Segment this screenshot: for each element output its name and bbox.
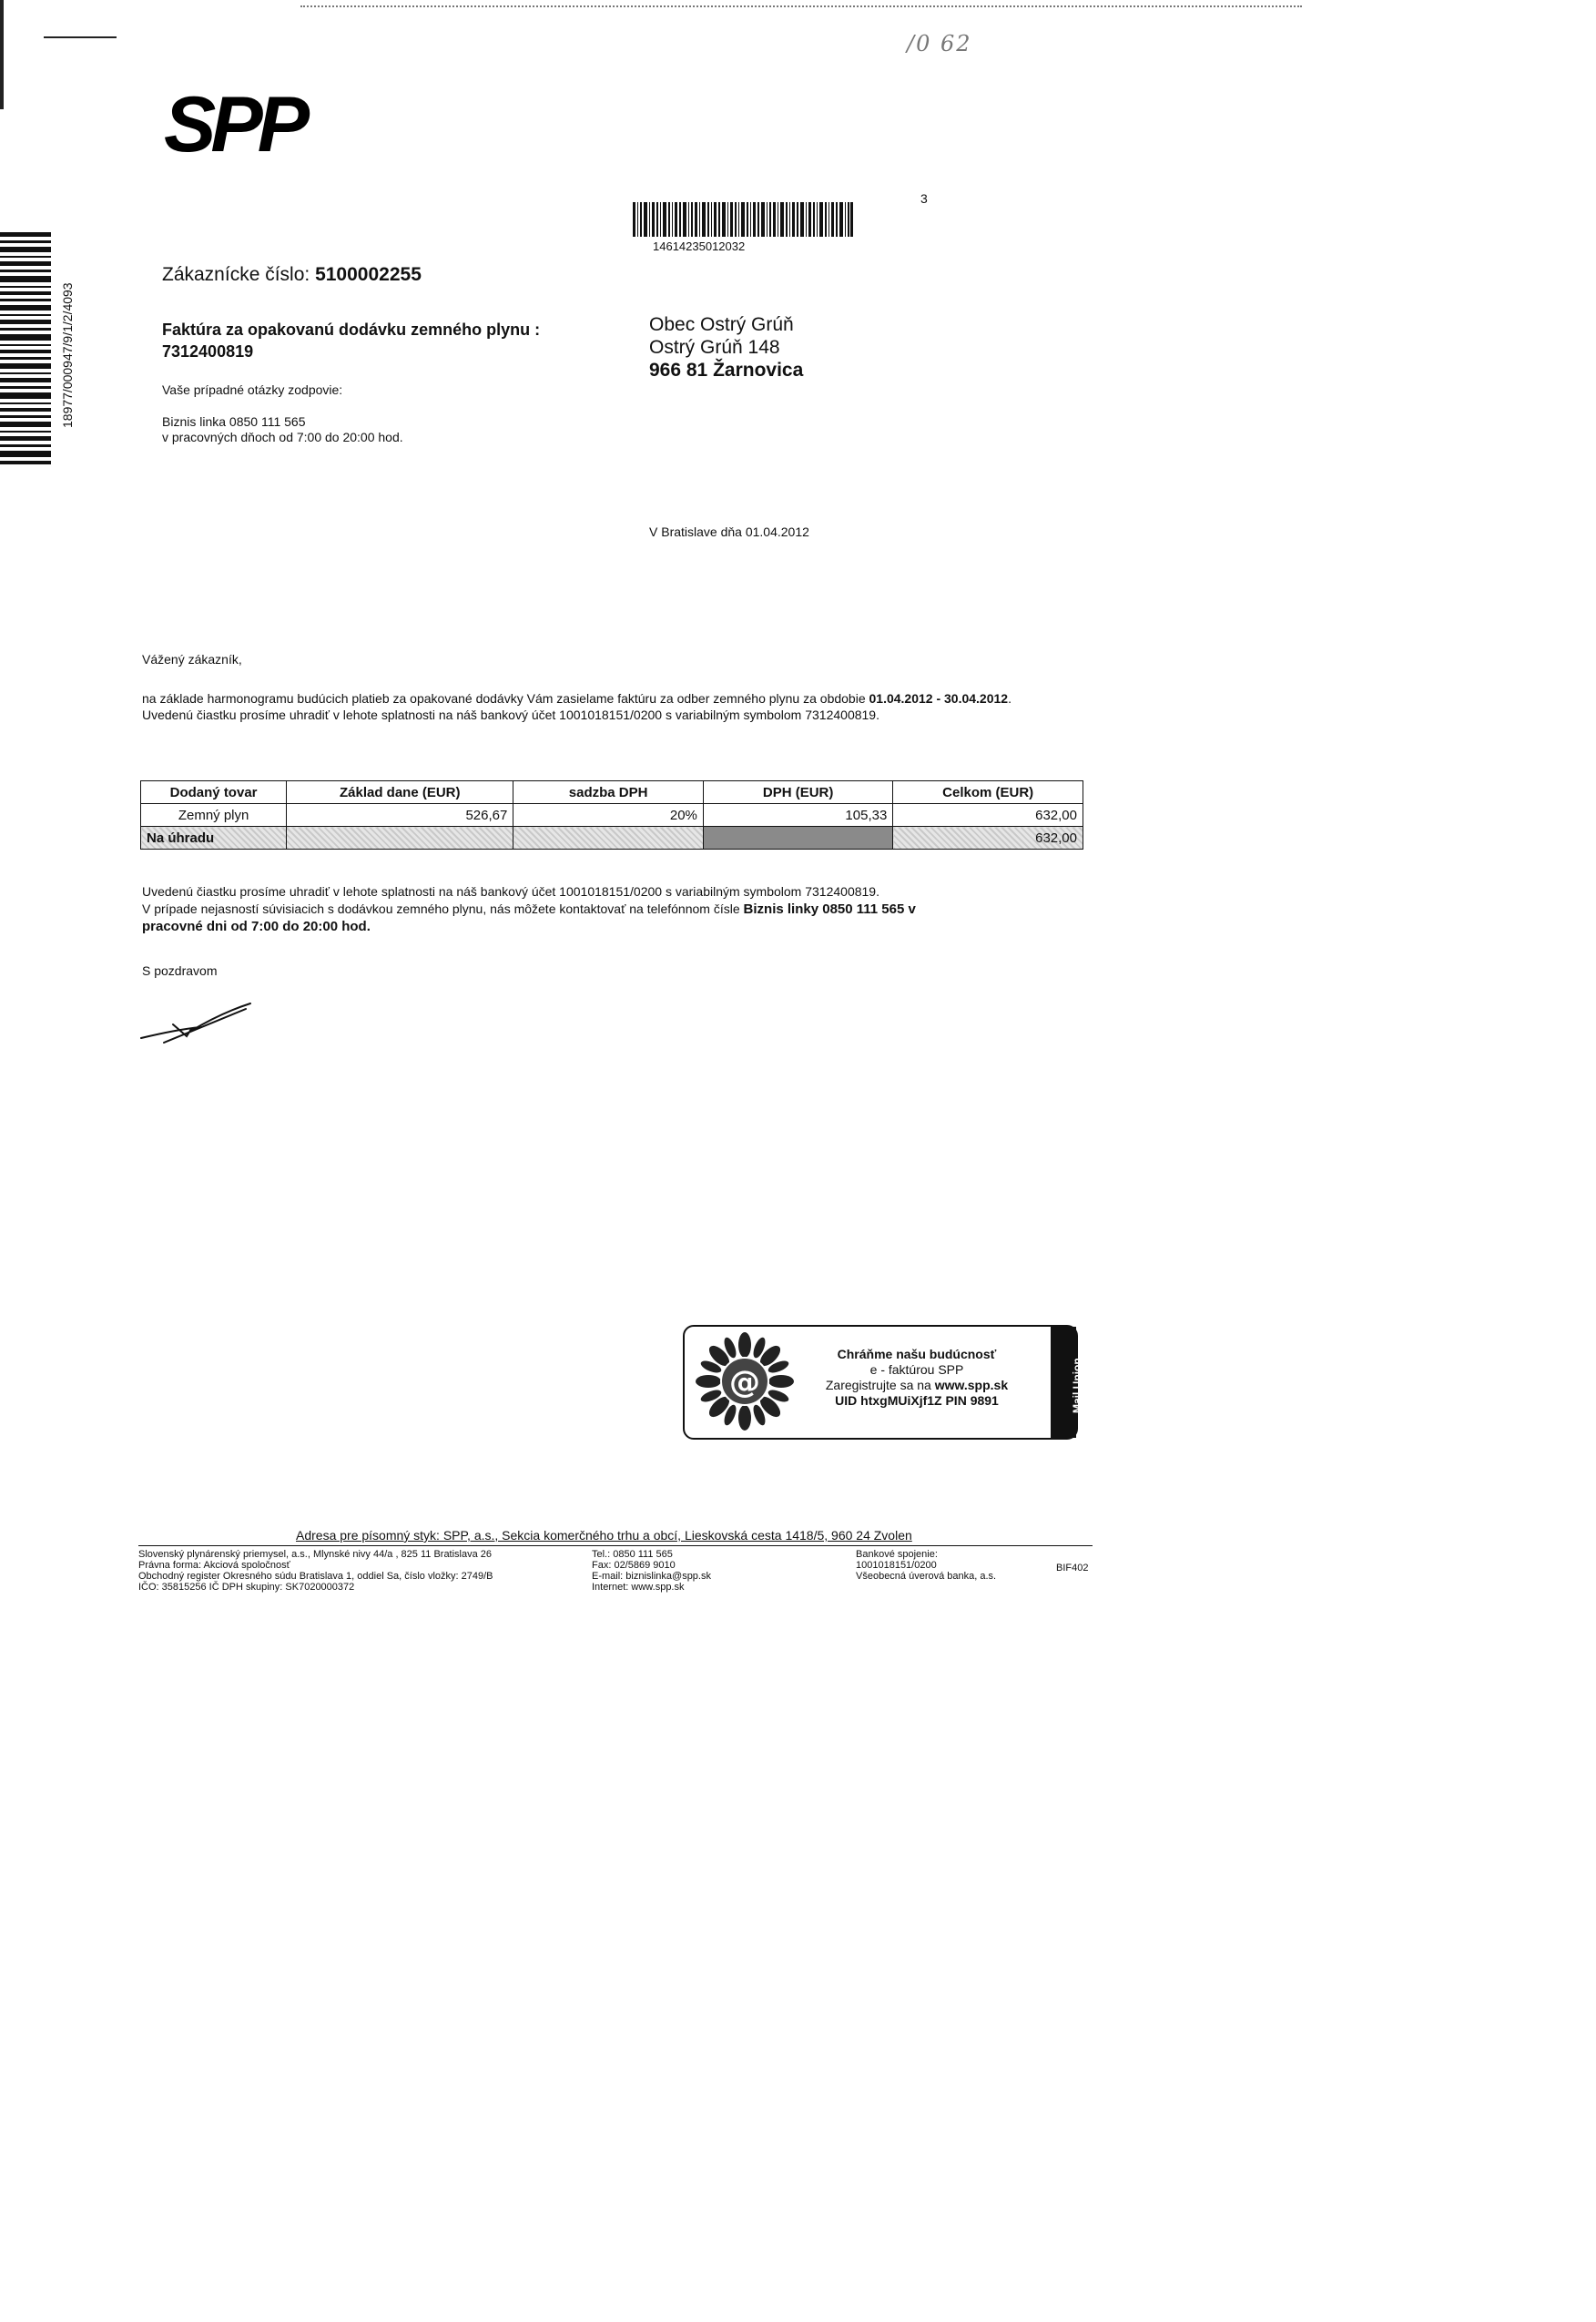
table-header: Základ dane (EUR) [287, 781, 513, 804]
address-line-2: Ostrý Grúň 148 [649, 337, 780, 358]
page-number: 3 [920, 191, 928, 206]
scan-edge-line [0, 0, 4, 109]
invoice-table [140, 780, 1083, 850]
footer-contact-info: Tel.: 0850 111 565 Fax: 02/5869 9010 E-mail: biznislinka@spp.sk Internet: www.spp.sk [592, 1549, 711, 1593]
table-row [141, 804, 1083, 827]
table-header-row [141, 781, 1083, 804]
side-barcode [0, 232, 51, 469]
footer-form-code: BIF402 [1056, 1563, 1089, 1573]
signature [137, 1002, 264, 1047]
body-paragraph-1: na základe harmonogramu budúcich platieb za opakované dodávky Vám zasielame faktúru za odber zemného plynu za obdobie 01.04.2012 - 30.04.2012. [142, 691, 1011, 706]
table-cell: 105,33 [703, 804, 892, 827]
customer-number: 5100002255 [315, 264, 422, 285]
table-header: Celkom (EUR) [893, 781, 1083, 804]
handwritten-mark: /0 62 [907, 31, 972, 56]
scan-mark [44, 36, 117, 38]
address-line-1: Obec Ostrý Grúň [649, 314, 794, 335]
regards: S pozdravom [142, 963, 218, 978]
body-paragraph-2: Uvedenú čiastku prosíme uhradiť v lehote splatnosti na náš bankový účet 1001018151/0200 s variabilným symbolom 7312400819. [142, 708, 879, 722]
footer-bank-info: Bankové spojenie: 1001018151/0200 Všeobecná úverová banka, a.s. [856, 1549, 997, 1582]
spp-logo [164, 81, 305, 168]
top-barcode [633, 202, 853, 237]
logo-text: SPP [164, 81, 305, 168]
einvoice-subtitle: e - faktúrou SPP [869, 1362, 964, 1377]
payment-line-1: Uvedenú čiastku prosíme uhradiť v lehote splatnosti na náš bankový účet 1001018151/0200 s variabilným symbolom 7312400819. [142, 884, 879, 899]
invoice-title [162, 319, 540, 362]
recipient-address [649, 313, 803, 382]
scan-dotted-line [300, 5, 1302, 7]
einvoice-text [812, 1347, 1022, 1409]
business-line-contact: Biznis linky 0850 111 565 v [743, 901, 916, 917]
table-header: DPH (EUR) [703, 781, 892, 804]
customer-number-label: Zákaznícke číslo: [162, 264, 310, 285]
invoice-number: 7312400819 [162, 342, 254, 361]
einvoice-title: Chráňme našu budúcnosť [837, 1347, 997, 1361]
table-cell: Zemný plyn [141, 804, 287, 827]
customer-number-line [162, 264, 422, 286]
body-text [142, 690, 1098, 723]
billing-period: 01.04.2012 - 30.04.2012 [869, 691, 1009, 706]
table-cell: 526,67 [287, 804, 513, 827]
sunflower-at-icon [696, 1332, 794, 1431]
footer-correspondence-address: Adresa pre písomný styk: SPP, a.s., Sekcia komerčného trhu a obcí, Lieskovská cesta 1418/5, 960 24 Zvolen [296, 1528, 912, 1543]
side-barcode-number: 18977/000947/9/1/2/4093 [60, 282, 75, 428]
total-label: Na úhradu [141, 827, 287, 850]
svg-text:@: @ [729, 1364, 760, 1400]
table-total-row [141, 827, 1083, 850]
business-line-phone: Biznis linka 0850 111 565 [162, 414, 306, 429]
business-line-info [162, 414, 403, 445]
business-hours: pracovné dni od 7:00 do 20:00 hod. [142, 919, 371, 934]
date-line: V Bratislave dňa 01.04.2012 [649, 524, 809, 539]
einvoice-register: Zaregistrujte sa na www.spp.sk [825, 1378, 1009, 1392]
business-line-hours: v pracovných dňoch od 7:00 do 20:00 hod. [162, 430, 403, 444]
einvoice-promo [683, 1325, 1083, 1440]
table-cell: 20% [513, 804, 704, 827]
einvoice-url: www.spp.sk [934, 1378, 1009, 1392]
invoice-title-text: Faktúra za opakovanú dodávku zemného plynu : [162, 321, 541, 339]
payment-instructions [142, 883, 1098, 935]
questions-line: Vaše prípadné otázky zodpovie: [162, 382, 343, 397]
top-barcode-number: 14614235012032 [653, 239, 746, 253]
payment-line-2: V prípade nejasností súvisiacich s dodávkou zemného plynu, nás môžete kontaktovať na telefónnom čísle Biznis linky 0850 111 565 v [142, 901, 916, 917]
footer-divider [138, 1545, 1093, 1546]
table-cell: 632,00 [893, 804, 1083, 827]
footer-company-info: Slovenský plynárenský priemysel, a.s., Mlynské nivy 44/a , 825 11 Bratislava 26 Právna forma: Akciová spoločnosť Obchodný register Okresného súdu Bratislava 1, oddiel Sa, číslo vložky: 2749/B IČO: 35815256 IČ DPH skupiny: SK7020000372 [138, 1549, 493, 1593]
table-cell [703, 827, 892, 850]
table-cell [287, 827, 513, 850]
greeting: Vážený zákazník, [142, 652, 242, 667]
einvoice-uid: UID htxgMUiXjf1Z PIN 9891 [835, 1393, 999, 1408]
total-value: 632,00 [893, 827, 1083, 850]
table-header: sadzba DPH [513, 781, 704, 804]
table-cell [513, 827, 704, 850]
table-header: Dodaný tovar [141, 781, 287, 804]
mail-union-badge: Mail Union [1051, 1327, 1076, 1438]
address-line-3: 966 81 Žarnovica [649, 360, 804, 381]
